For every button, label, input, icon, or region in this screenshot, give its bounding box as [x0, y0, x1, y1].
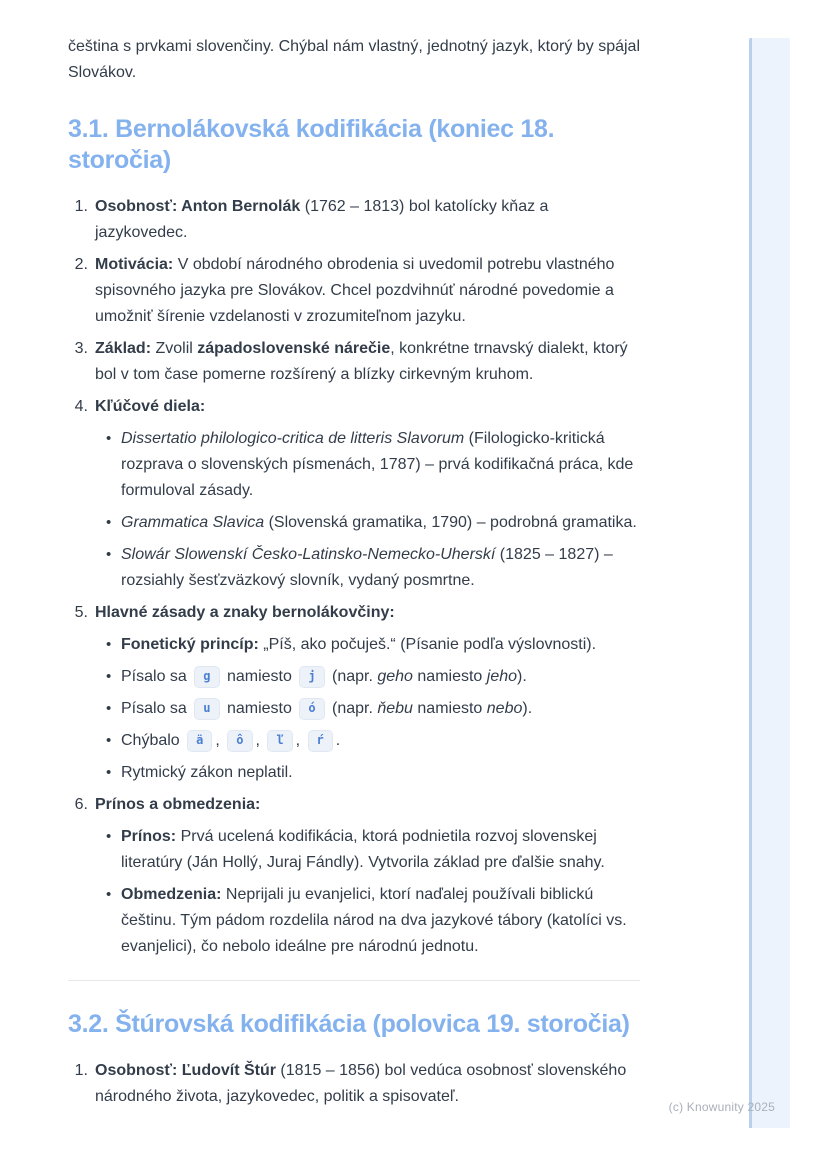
- bullet-item-text: [121, 510, 640, 536]
- text-segment: (napr.: [327, 668, 378, 685]
- bullet-marker: •: [106, 430, 112, 447]
- bullet-item: [106, 542, 640, 594]
- bullet-item-text: [121, 426, 640, 504]
- bullet-item: [106, 632, 640, 658]
- bullet-item: [106, 426, 640, 504]
- inline-code-badge: ô: [227, 730, 252, 752]
- list-item-text: [95, 1058, 640, 1110]
- list-item: [68, 600, 640, 786]
- text-segment: Prínos:: [121, 828, 177, 845]
- bullet-item-text: [121, 696, 640, 722]
- bullet-marker: •: [106, 700, 112, 717]
- text-segment: jeho: [486, 668, 518, 685]
- section-1-heading: 3.1. Bernolákovská kodifikácia (koniec 18. storočia): [68, 115, 555, 174]
- list-item-number: 1.: [74, 198, 88, 215]
- text-segment: Neprijali ju evanjelici, ktorí naďalej používali biblickú češtinu. Tým pádom rozdelila národ na dva jazykové tábory (katolíci vs. evanjelici), čo nebolo ideálne pre národnú jednotu.: [121, 886, 627, 955]
- text-segment: (1762 – 1813) bol katolícky kňaz a jazykovedec.: [95, 198, 549, 241]
- list-item-text: [95, 394, 640, 420]
- bullet-item: [106, 696, 640, 722]
- bullet-marker: •: [106, 828, 112, 845]
- text-segment: namiesto: [412, 700, 487, 717]
- text-segment: (1815 – 1856) bol vedúca osobnosť slovenského národného života, jazykovedec, politik a spisovateľ.: [95, 1062, 627, 1105]
- text-segment: západoslovenské nárečie: [197, 340, 391, 357]
- bullet-item-text: [121, 632, 640, 658]
- bullet-item: [106, 882, 640, 960]
- bullet-item-text: [121, 882, 640, 960]
- text-segment: ,: [295, 732, 305, 749]
- text-segment: Prvá ucelená kodifikácia, ktorá podnietila rozvoj slovenskej literatúry (Ján Hollý, Juraj Fándly). Vytvorila základ pre ďalšie snahy.: [121, 828, 605, 871]
- bullet-item-text: [121, 824, 640, 876]
- intro-paragraph: čeština s prvkami slovenčiny. Chýbal nám vlastný, jednotný jazyk, ktorý by spájal Slovákov.: [68, 38, 640, 81]
- list-item: [68, 792, 640, 960]
- text-segment: Osobnosť: Ľudovít Štúr: [95, 1062, 276, 1079]
- bullet-marker: •: [106, 764, 112, 781]
- text-segment: .: [335, 732, 341, 749]
- text-segment: Grammatica Slavica: [121, 514, 265, 531]
- text-segment: (Slovenská gramatika, 1790) – podrobná gramatika.: [264, 514, 637, 531]
- text-segment: (1825 – 1827) – rozsiahly šesťzväzkový slovník, vydaný posmrtne.: [121, 546, 613, 589]
- inline-code-badge: ä: [187, 730, 212, 752]
- bullet-marker: •: [106, 886, 112, 903]
- bullet-item: [106, 664, 640, 690]
- inline-code-badge: u: [194, 698, 219, 720]
- list-item-number: 1.: [74, 1062, 88, 1079]
- text-segment: ).: [522, 700, 533, 717]
- text-segment: ,: [215, 732, 225, 749]
- text-segment: namiesto: [412, 668, 487, 685]
- section-2-list: [68, 1058, 640, 1110]
- list-item: [68, 252, 640, 330]
- bullet-marker: •: [106, 732, 112, 749]
- list-item: [68, 194, 640, 246]
- list-item-text: [95, 252, 640, 330]
- bullet-marker: •: [106, 546, 112, 563]
- bullet-list: [95, 824, 640, 960]
- text-segment: „Píš, ako počuješ.“ (Písanie podľa výslovnosti).: [258, 636, 597, 653]
- inline-code-badge: g: [194, 666, 219, 688]
- bullet-list: [95, 632, 640, 786]
- bullet-marker: •: [106, 668, 112, 685]
- text-segment: Motivácia:: [95, 256, 174, 273]
- text-segment: Obmedzenia:: [121, 886, 222, 903]
- text-segment: (napr.: [327, 700, 378, 717]
- list-item: [68, 1058, 640, 1110]
- text-segment: , konkrétne trnavský dialekt, ktorý bol v tom čase pomerne rozšírený a blízky cirkevným kruhom.: [95, 340, 628, 383]
- bullet-item-text: [121, 728, 640, 754]
- text-segment: Hlavné zásady a znaky bernolákovčiny:: [95, 604, 395, 621]
- inline-code-badge: ó: [299, 698, 324, 720]
- bullet-item: [106, 728, 640, 754]
- list-item-text: [95, 600, 640, 626]
- section-2-heading: 3.2. Štúrovská kodifikácia (polovica 19. storočia): [68, 1010, 630, 1038]
- list-item-number: 5.: [74, 604, 88, 621]
- list-item-text: [95, 336, 640, 388]
- text-segment: Kľúčové diela:: [95, 398, 206, 415]
- bullet-item-text: [121, 664, 640, 690]
- list-item-number: 3.: [74, 340, 88, 357]
- text-segment: Dissertatio philologico-critica de litteris Slavorum: [121, 430, 465, 447]
- bullet-item: [106, 510, 640, 536]
- document-content: [68, 34, 640, 1110]
- list-item-number: 2.: [74, 256, 88, 273]
- copyright-footer: (c) Knowunity 2025: [668, 1100, 775, 1114]
- text-segment: nebo: [486, 700, 523, 717]
- text-segment: Zvolil: [151, 340, 198, 357]
- text-segment: ,: [255, 732, 265, 749]
- section-divider: [68, 980, 640, 981]
- text-segment: Prínos a obmedzenia:: [95, 796, 261, 813]
- bullet-item: [106, 824, 640, 876]
- text-segment: Slowár Slowenskí Česko-Latinsko-Nemecko-Uherskí: [121, 546, 496, 563]
- section-1-list: [68, 194, 640, 960]
- bullet-item-text: [121, 542, 640, 594]
- text-segment: V období národného obrodenia si uvedomil potrebu vlastného spisovného jazyka pre Slovákov. Chcel pozdvihnúť národné povedomie a umožniť šírenie vzdelanosti v zrozumiteľnom jazyku.: [95, 256, 615, 325]
- bullet-marker: •: [106, 636, 112, 653]
- list-item: [68, 394, 640, 594]
- text-segment: (Filologicko-kritická rozprava o slovenských písmenách, 1787) – prvá kodifikačná práca, kde formuloval zásady.: [121, 430, 634, 499]
- text-segment: Chýbalo: [121, 732, 185, 749]
- text-segment: geho: [377, 668, 413, 685]
- bullet-list: [95, 426, 640, 594]
- text-segment: namiesto: [222, 700, 297, 717]
- text-segment: Rytmický zákon neplatil.: [121, 764, 293, 781]
- list-item: [68, 336, 640, 388]
- text-segment: Písalo sa: [121, 700, 192, 717]
- list-item-text: [95, 194, 640, 246]
- bullet-item-text: [121, 760, 640, 786]
- text-segment: ňebu: [377, 700, 413, 717]
- inline-code-badge: ľ: [267, 730, 292, 752]
- bullet-marker: •: [106, 514, 112, 531]
- scrollbar-track[interactable]: [749, 38, 790, 1128]
- list-item-number: 6.: [74, 796, 88, 813]
- inline-code-badge: ŕ: [308, 730, 333, 752]
- text-segment: ).: [517, 668, 527, 685]
- text-segment: Osobnosť: Anton Bernolák: [95, 198, 301, 215]
- text-segment: Písalo sa: [121, 668, 192, 685]
- text-segment: Fonetický princíp:: [121, 636, 259, 653]
- inline-code-badge: j: [299, 666, 324, 688]
- bullet-item: [106, 760, 640, 786]
- text-segment: Základ:: [95, 340, 152, 357]
- text-segment: namiesto: [222, 668, 297, 685]
- list-item-number: 4.: [74, 398, 88, 415]
- list-item-text: [95, 792, 640, 818]
